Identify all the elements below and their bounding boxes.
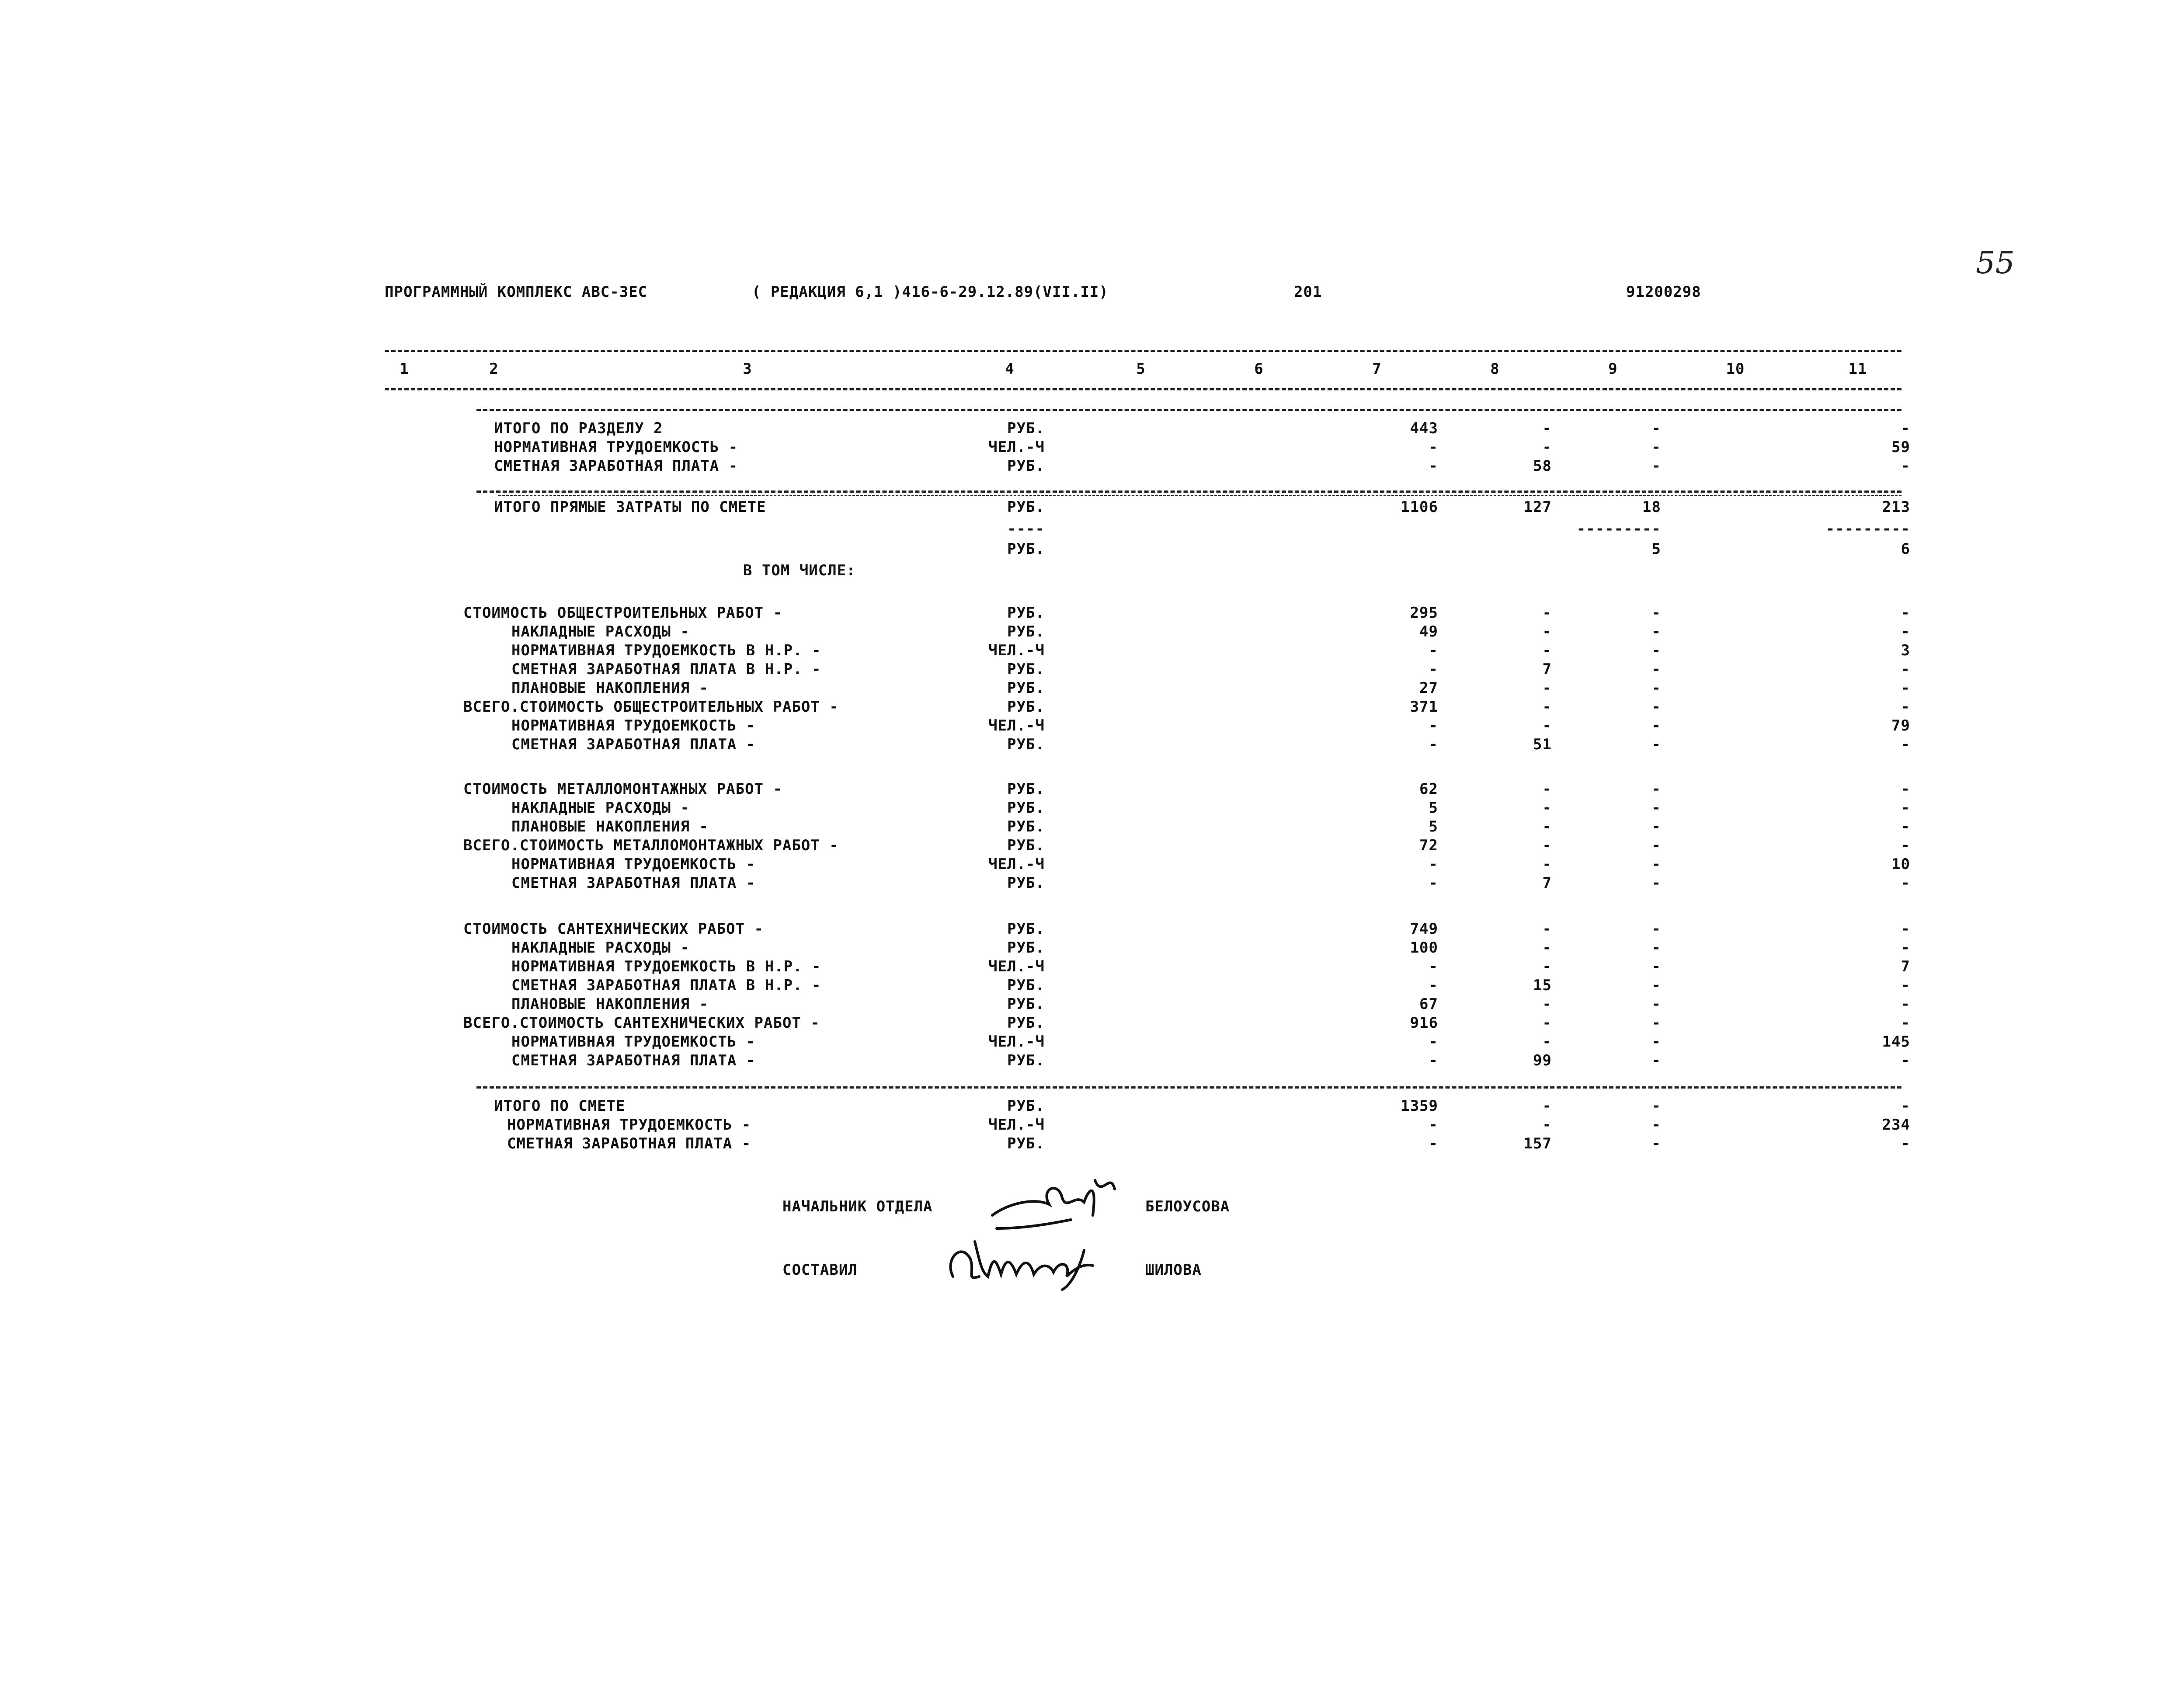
- cell-col-9: -: [1651, 977, 1661, 994]
- cell-col-8: -: [1542, 1097, 1552, 1115]
- cell-col-8: -: [1542, 958, 1552, 975]
- program-title: ПРОГРАММНЫЙ КОМПЛЕКС АВС-3ЕС: [385, 283, 648, 301]
- cell-col-11: -: [1901, 995, 1910, 1013]
- row-label: ВСЕГО.СТОИМОСТЬ ОБЩЕСТРОИТЕЛЬНЫХ РАБОТ -: [463, 698, 839, 716]
- cell-col-7: 72: [1419, 837, 1438, 854]
- row-label: СТОИМОСТЬ САНТЕХНИЧЕСКИХ РАБОТ -: [463, 920, 764, 938]
- cell-col-11: -: [1901, 977, 1910, 994]
- cell-col-7: -: [1429, 1116, 1438, 1134]
- cell-col-11: -: [1901, 623, 1910, 640]
- cell-col-7: -: [1429, 874, 1438, 892]
- cell-col-11: -: [1901, 799, 1910, 817]
- row-label: СМЕТНАЯ ЗАРАБОТНАЯ ПЛАТА В Н.Р. -: [511, 977, 821, 994]
- cell-col-11: 234: [1882, 1116, 1910, 1134]
- column-header-3: 3: [743, 360, 752, 378]
- cell-col-11: -: [1901, 780, 1910, 798]
- row-label: НОРМАТИВНАЯ ТРУДОЕМКОСТЬ -: [511, 1033, 756, 1051]
- section-rule-1: [476, 490, 1901, 493]
- cell-col-7: -: [1429, 736, 1438, 753]
- cell-col-11: -: [1901, 920, 1910, 938]
- row-unit: РУБ.: [1007, 920, 1045, 938]
- column-header-2: 2: [489, 360, 499, 378]
- cell-col-11: -: [1901, 661, 1910, 678]
- cell-col-7: -: [1429, 1135, 1438, 1152]
- cell-col-7: -: [1429, 717, 1438, 734]
- row-label: ВСЕГО.СТОИМОСТЬ МЕТАЛЛОМОНТАЖНЫХ РАБОТ -: [463, 837, 839, 854]
- cell-col-8: 7: [1542, 874, 1552, 892]
- cell-col-8: 7: [1542, 661, 1552, 678]
- cell-col-7: -: [1429, 856, 1438, 873]
- cell-col-9: -: [1651, 420, 1661, 437]
- row-label: НАКЛАДНЫЕ РАСХОДЫ -: [511, 939, 690, 957]
- column-header-10: 10: [1726, 360, 1745, 378]
- cell-col-9: -: [1651, 1135, 1661, 1152]
- row-unit: ЧЕЛ.-Ч: [988, 642, 1045, 659]
- column-header-7: 7: [1372, 360, 1382, 378]
- cell-col-8: -: [1542, 698, 1552, 716]
- row-label: ПЛАНОВЫЕ НАКОПЛЕНИЯ -: [511, 995, 709, 1013]
- header-rule-bottom-2: [476, 409, 1901, 411]
- row-label: СТОИМОСТЬ МЕТАЛЛОМОНТАЖНЫХ РАБОТ -: [463, 780, 782, 798]
- section-rule-3: [476, 1086, 1901, 1089]
- document-code: 91200298: [1626, 283, 1701, 301]
- row-label: СМЕТНАЯ ЗАРАБОТНАЯ ПЛАТА -: [511, 1052, 756, 1069]
- cell-col-8: -: [1542, 623, 1552, 640]
- row-unit: РУБ.: [1007, 457, 1045, 475]
- cell-col-9: 5: [1651, 540, 1661, 558]
- cell-col-11: -: [1901, 420, 1910, 437]
- row-unit: РУБ.: [1007, 420, 1045, 437]
- cell-col-9: -: [1651, 717, 1661, 734]
- cell-col-11: 6: [1901, 540, 1910, 558]
- cell-col-8: -: [1542, 604, 1552, 622]
- row-label: НАКЛАДНЫЕ РАСХОДЫ -: [511, 623, 690, 640]
- cell-col-11: -: [1901, 818, 1910, 835]
- cell-col-11: 145: [1882, 1033, 1910, 1051]
- row-label: НОРМАТИВНАЯ ТРУДОЕМКОСТЬ -: [507, 1116, 751, 1134]
- cell-col-8: -: [1542, 438, 1552, 456]
- row-unit: РУБ.: [1007, 698, 1045, 716]
- column-header-1: 1: [400, 360, 409, 378]
- row-label: СМЕТНАЯ ЗАРАБОТНАЯ ПЛАТА -: [511, 874, 756, 892]
- cell-col-9: -: [1651, 995, 1661, 1013]
- cell-col-9: -: [1651, 1014, 1661, 1032]
- cell-col-8: -: [1542, 837, 1552, 854]
- cell-col-8: -: [1542, 799, 1552, 817]
- head-name: БЕЛОУСОВА: [1145, 1198, 1230, 1215]
- head-signature: [984, 1163, 1128, 1242]
- row-label: СТОИМОСТЬ ОБЩЕСТРОИТЕЛЬНЫХ РАБОТ -: [463, 604, 782, 622]
- cell-col-11: ---------: [1825, 520, 1910, 538]
- cell-col-9: -: [1651, 1052, 1661, 1069]
- cell-col-11: -: [1901, 1052, 1910, 1069]
- row-unit: ЧЕЛ.-Ч: [988, 1033, 1045, 1051]
- edition-info: ( РЕДАКЦИЯ 6,1 )416-6-29.12.89(VII.II): [752, 283, 1109, 301]
- cell-col-7: -: [1429, 1052, 1438, 1069]
- row-unit: ЧЕЛ.-Ч: [988, 438, 1045, 456]
- cell-col-7: -: [1429, 642, 1438, 659]
- cell-col-7: -: [1429, 661, 1438, 678]
- cell-col-8: 51: [1533, 736, 1552, 753]
- cell-col-11: -: [1901, 837, 1910, 854]
- cell-col-9: -: [1651, 920, 1661, 938]
- row-unit: РУБ.: [1007, 799, 1045, 817]
- row-label: В ТОМ ЧИСЛЕ:: [743, 562, 856, 579]
- cell-col-8: -: [1542, 939, 1552, 957]
- cell-col-7: -: [1429, 1033, 1438, 1051]
- cell-col-11: -: [1901, 679, 1910, 697]
- row-label: СМЕТНАЯ ЗАРАБОТНАЯ ПЛАТА В Н.Р. -: [511, 661, 821, 678]
- page-number: 55: [1976, 245, 2015, 281]
- row-unit: РУБ.: [1007, 837, 1045, 854]
- cell-col-7: 916: [1410, 1014, 1438, 1032]
- cell-col-9: -: [1651, 1116, 1661, 1134]
- row-unit: ЧЕЛ.-Ч: [988, 958, 1045, 975]
- row-unit: РУБ.: [1007, 780, 1045, 798]
- head-title: НАЧАЛЬНИК ОТДЕЛА: [782, 1198, 933, 1215]
- sheet-number: 201: [1294, 283, 1322, 301]
- cell-col-8: -: [1542, 780, 1552, 798]
- cell-col-7: -: [1429, 457, 1438, 475]
- cell-col-11: -: [1901, 939, 1910, 957]
- cell-col-8: 157: [1523, 1135, 1552, 1152]
- cell-col-9: -: [1651, 736, 1661, 753]
- cell-col-9: -: [1651, 837, 1661, 854]
- cell-col-8: -: [1542, 1014, 1552, 1032]
- column-header-8: 8: [1490, 360, 1500, 378]
- row-label: СМЕТНАЯ ЗАРАБОТНАЯ ПЛАТА -: [507, 1135, 751, 1152]
- cell-col-7: 100: [1410, 939, 1438, 957]
- section-rule-2: [498, 495, 1901, 496]
- cell-col-7: 443: [1410, 420, 1438, 437]
- row-unit: РУБ.: [1007, 736, 1045, 753]
- cell-col-11: -: [1901, 698, 1910, 716]
- cell-col-9: -: [1651, 874, 1661, 892]
- row-label: ИТОГО ПО СМЕТЕ: [494, 1097, 626, 1115]
- row-label: НАКЛАДНЫЕ РАСХОДЫ -: [511, 799, 690, 817]
- cell-col-7: 1359: [1401, 1097, 1438, 1115]
- cell-col-7: 5: [1429, 818, 1438, 835]
- row-unit: ----: [1007, 520, 1045, 538]
- cell-col-7: -: [1429, 438, 1438, 456]
- cell-col-11: -: [1901, 736, 1910, 753]
- row-unit: РУБ.: [1007, 1014, 1045, 1032]
- row-label: ИТОГО ПО РАЗДЕЛУ 2: [494, 420, 663, 437]
- row-unit: ЧЕЛ.-Ч: [988, 717, 1045, 734]
- column-header-5: 5: [1136, 360, 1146, 378]
- cell-col-9: -: [1651, 818, 1661, 835]
- row-label: НОРМАТИВНАЯ ТРУДОЕМКОСТЬ -: [494, 438, 738, 456]
- compiler-name: ШИЛОВА: [1145, 1261, 1202, 1279]
- cell-col-11: -: [1901, 1014, 1910, 1032]
- row-label: ИТОГО ПРЯМЫЕ ЗАТРАТЫ ПО СМЕТЕ: [494, 498, 766, 516]
- cell-col-8: -: [1542, 920, 1552, 938]
- cell-col-8: -: [1542, 420, 1552, 437]
- cell-col-8: -: [1542, 1116, 1552, 1134]
- cell-col-11: -: [1901, 457, 1910, 475]
- row-unit: РУБ.: [1007, 679, 1045, 697]
- cell-col-8: 99: [1533, 1052, 1552, 1069]
- row-unit: РУБ.: [1007, 498, 1045, 516]
- column-header-11: 11: [1848, 360, 1867, 378]
- row-unit: РУБ.: [1007, 874, 1045, 892]
- cell-col-7: 371: [1410, 698, 1438, 716]
- cell-col-11: 213: [1882, 498, 1910, 516]
- cell-col-7: 67: [1419, 995, 1438, 1013]
- cell-col-9: -: [1651, 642, 1661, 659]
- cell-col-8: 58: [1533, 457, 1552, 475]
- cell-col-8: -: [1542, 818, 1552, 835]
- cell-col-9: -: [1651, 457, 1661, 475]
- cell-col-8: 15: [1533, 977, 1552, 994]
- cell-col-11: 3: [1901, 642, 1910, 659]
- cell-col-7: -: [1429, 958, 1438, 975]
- cell-col-9: -: [1651, 958, 1661, 975]
- row-unit: РУБ.: [1007, 818, 1045, 835]
- row-unit: РУБ.: [1007, 623, 1045, 640]
- cell-col-9: -: [1651, 623, 1661, 640]
- cell-col-7: 62: [1419, 780, 1438, 798]
- cell-col-7: 749: [1410, 920, 1438, 938]
- cell-col-9: ---------: [1576, 520, 1661, 538]
- cell-col-9: -: [1651, 661, 1661, 678]
- row-label: ПЛАНОВЫЕ НАКОПЛЕНИЯ -: [511, 818, 709, 835]
- header-rule-top: [385, 350, 1901, 352]
- cell-col-11: 79: [1891, 717, 1910, 734]
- cell-col-9: 18: [1642, 498, 1661, 516]
- cell-col-9: -: [1651, 799, 1661, 817]
- cell-col-7: 1106: [1401, 498, 1438, 516]
- row-label: НОРМАТИВНАЯ ТРУДОЕМКОСТЬ -: [511, 856, 756, 873]
- cell-col-7: -: [1429, 977, 1438, 994]
- cell-col-11: 59: [1891, 438, 1910, 456]
- cell-col-11: 10: [1891, 856, 1910, 873]
- cell-col-7: 5: [1429, 799, 1438, 817]
- row-label: НОРМАТИВНАЯ ТРУДОЕМКОСТЬ -: [511, 717, 756, 734]
- row-unit: РУБ.: [1007, 540, 1045, 558]
- cell-col-11: -: [1901, 874, 1910, 892]
- column-header-4: 4: [1005, 360, 1015, 378]
- cell-col-9: -: [1651, 604, 1661, 622]
- header-rule-bottom: [385, 388, 1901, 390]
- cell-col-8: -: [1542, 1033, 1552, 1051]
- row-unit: РУБ.: [1007, 939, 1045, 957]
- cell-col-7: 49: [1419, 623, 1438, 640]
- row-unit: РУБ.: [1007, 1135, 1045, 1152]
- compiler-title: СОСТАВИЛ: [782, 1261, 858, 1279]
- cell-col-8: -: [1542, 679, 1552, 697]
- column-header-6: 6: [1254, 360, 1264, 378]
- column-header-9: 9: [1608, 360, 1618, 378]
- row-label: ВСЕГО.СТОИМОСТЬ САНТЕХНИЧЕСКИХ РАБОТ -: [463, 1014, 820, 1032]
- row-unit: РУБ.: [1007, 995, 1045, 1013]
- cell-col-8: 127: [1523, 498, 1552, 516]
- row-unit: РУБ.: [1007, 1052, 1045, 1069]
- cell-col-9: -: [1651, 679, 1661, 697]
- row-label: ПЛАНОВЫЕ НАКОПЛЕНИЯ -: [511, 679, 709, 697]
- row-unit: ЧЕЛ.-Ч: [988, 1116, 1045, 1134]
- cell-col-9: -: [1651, 939, 1661, 957]
- cell-col-11: -: [1901, 604, 1910, 622]
- cell-col-9: -: [1651, 1033, 1661, 1051]
- cell-col-8: -: [1542, 717, 1552, 734]
- row-label: СМЕТНАЯ ЗАРАБОТНАЯ ПЛАТА -: [511, 736, 756, 753]
- cell-col-9: -: [1651, 698, 1661, 716]
- row-label: СМЕТНАЯ ЗАРАБОТНАЯ ПЛАТА -: [494, 457, 738, 475]
- cell-col-11: -: [1901, 1135, 1910, 1152]
- row-unit: РУБ.: [1007, 661, 1045, 678]
- cell-col-9: -: [1651, 1097, 1661, 1115]
- cell-col-9: -: [1651, 856, 1661, 873]
- cell-col-7: 27: [1419, 679, 1438, 697]
- row-unit: РУБ.: [1007, 604, 1045, 622]
- cell-col-8: -: [1542, 856, 1552, 873]
- cell-col-11: 7: [1901, 958, 1910, 975]
- row-label: НОРМАТИВНАЯ ТРУДОЕМКОСТЬ В Н.Р. -: [511, 642, 821, 659]
- row-unit: РУБ.: [1007, 1097, 1045, 1115]
- compiler-signature: [940, 1233, 1106, 1294]
- cell-col-8: -: [1542, 995, 1552, 1013]
- cell-col-9: -: [1651, 438, 1661, 456]
- cell-col-9: -: [1651, 780, 1661, 798]
- cell-col-11: -: [1901, 1097, 1910, 1115]
- row-unit: ЧЕЛ.-Ч: [988, 856, 1045, 873]
- row-label: НОРМАТИВНАЯ ТРУДОЕМКОСТЬ В Н.Р. -: [511, 958, 821, 975]
- cell-col-7: 295: [1410, 604, 1438, 622]
- row-unit: РУБ.: [1007, 977, 1045, 994]
- cell-col-8: -: [1542, 642, 1552, 659]
